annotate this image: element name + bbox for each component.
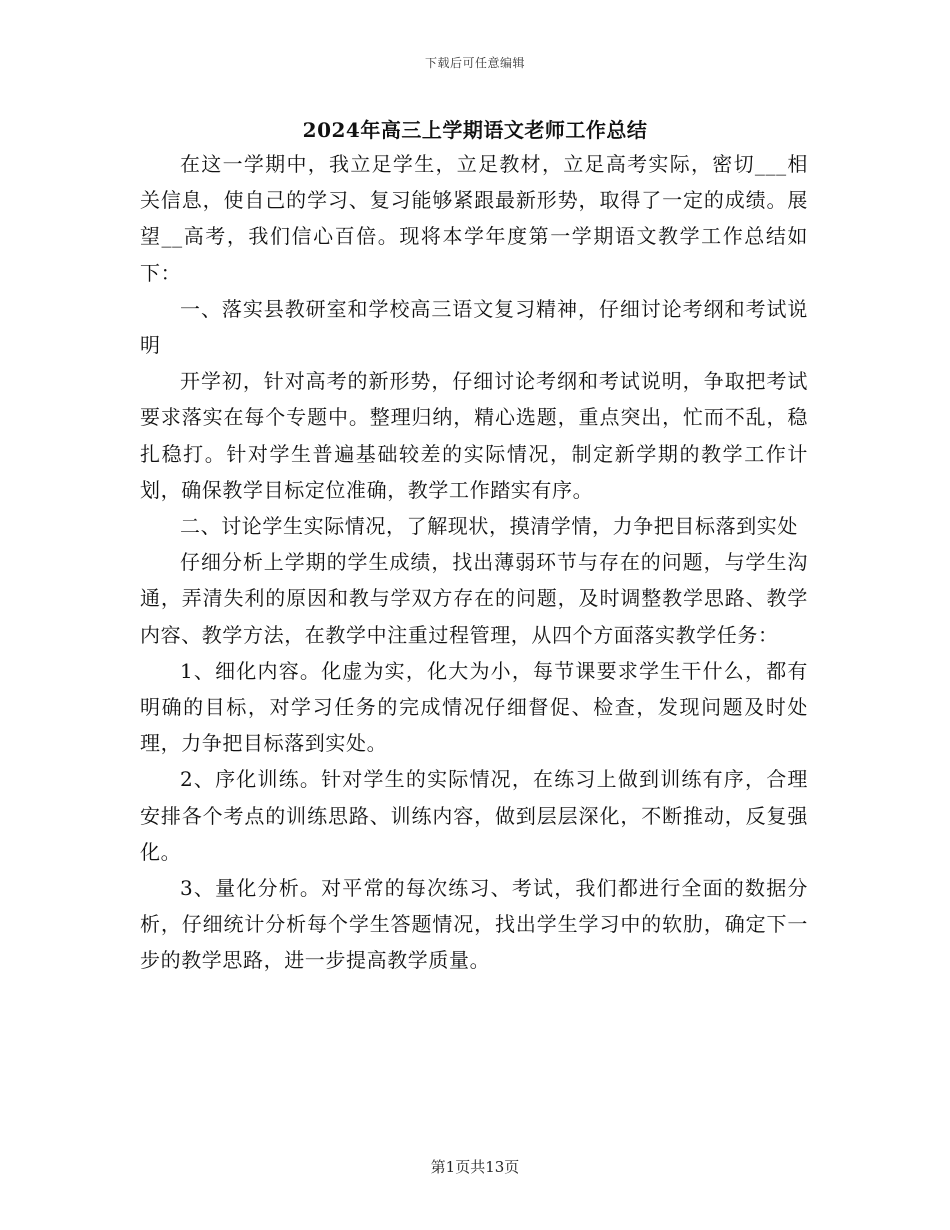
list-item-3: 3、量化分析。对平常的每次练习、考试，我们都进行全面的数据分析，仔细统计分析每个学生答题情况，找出学生学习中的软肋，确定下一步的教学思路，进一步提高教学质量。 — [140, 876, 808, 973]
document-body — [140, 146, 808, 979]
section-heading-1: 一、落实县教研室和学校高三语文复习精神，仔细讨论考纲和考试说明 — [140, 296, 808, 358]
page-footer: 第1页共13页 — [430, 1158, 520, 1176]
list-item-1: 1、细化内容。化虚为实，化大为小，每节课要求学生干什么，都有明确的目标，对学习任务的完成情况仔细督促、检查，发现问题及时处理，力争把目标落到实处。 — [140, 658, 808, 756]
paragraph-intro: 在这一学期中，我立足学生，立足教材，立足高考实际，密切___相关信息，使自己的学习、复习能够紧跟最新形势，取得了一定的成绩。展望__高考，我们信心百倍。现将本学年度第一学期语文教学工作总结如下： — [140, 152, 808, 285]
paragraph-section-2: 仔细分析上学期的学生成绩，找出薄弱环节与存在的问题，与学生沟通，弄清失利的原因和教与学双方存在的问题，及时调整教学思路、教学内容、教学方法，在教学中注重过程管理，从四个方面落实教学任务： — [140, 550, 808, 647]
paragraph-section-1: 开学初，针对高考的新形势，仔细讨论考纲和考试说明，争取把考试要求落实在每个专题中。整理归纳，精心选题，重点突出，忙而不乱，稳扎稳打。针对学生普遍基础较差的实际情况，制定新学期的教学工作计划，确保教学目标定位准确，教学工作踏实有序。 — [140, 369, 808, 502]
header-note: 下载后可任意编辑 — [424, 56, 525, 70]
document-title: 2024年高三上学期语文老师工作总结 — [302, 118, 648, 142]
list-item-2: 2、序化训练。针对学生的实际情况，在练习上做到训练有序，合理安排各个考点的训练思路、训练内容，做到层层深化，不断推动，反复强化。 — [140, 767, 808, 864]
section-heading-2: 二、讨论学生实际情况，了解现状，摸清学情，力争把目标落到实处 — [180, 514, 798, 539]
